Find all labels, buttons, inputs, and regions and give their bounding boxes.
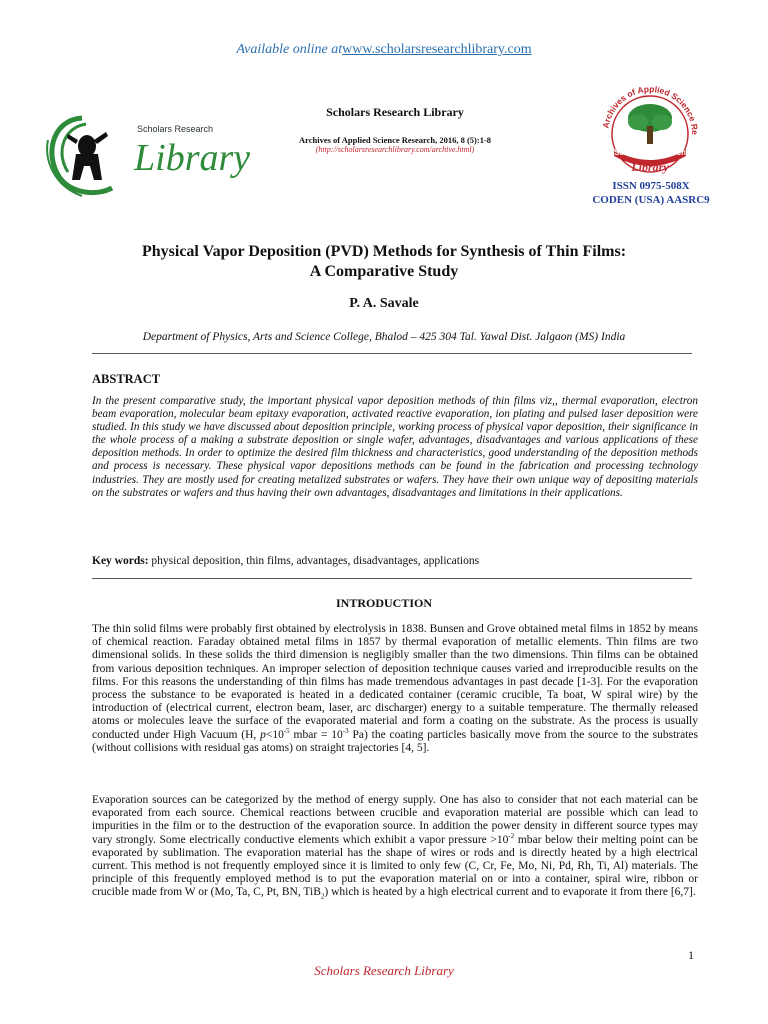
logo-script-text: Library [134,137,251,179]
p1-text-a: The thin solid films were probably first obtained by electrolysis in 1838. Bunsen and Grove obtained metal films in 1852 by means of chemical reaction. Faraday obtained metal films in 1857 by thermal evaporation of metallic elements. Thin films are two dimensional solids. In these solids the third dimension is negligibly smaller than the two dimensions. Thin films can be obtained from various deposition techniques. An improper selection of deposition technique causes varied and irreproducible results on the films. For this reasons the understanding of thin films has made tremendous advantages in past decade [1-3]. For the evaporation process the substance to be evaporated is heated in a dedicated container (ceramic crucible, Ta boat, W spiral wire) by the introduction of (electrical current, electron beam, laser, arc discharger) energy to a suitable temperature. The thermally released atoms or molecules leave the surface of the evaporated material and form a coating on the substrate. As the process is usually conducted under High Vacuum (H, [92,623,698,741]
divider-bottom [92,578,692,579]
coden: CODEN (USA) AASRC9 [592,194,710,206]
seal-ring-text: Archives of Applied Science Re [600,83,701,136]
keywords-label: Key words: [92,555,149,567]
scholars-research-library-logo [42,110,262,200]
article-title [60,242,708,282]
p2-text-c: ) which is heated by a high electrical current and to evaporate it from there [6,7]. [324,886,696,899]
library-name: Scholars Research Library [326,105,464,119]
seal-script-text: Library [631,160,669,174]
intro-paragraph-2 [92,794,698,900]
archive-link[interactable]: (http://scholarsresearchlibrary.com/archive.html) [315,145,475,154]
divider-top [92,353,692,354]
p2-exponent: -2 [508,831,515,840]
intro-paragraph-1 [92,623,698,755]
title-line-1: Physical Vapor Deposition (PVD) Methods for Synthesis of Thin Films: [141,243,627,260]
website-link[interactable]: www.scholarsresearchlibrary.com [342,42,532,57]
p1-exponent-1: -5 [283,726,290,735]
issn: ISSN 0975-508X [612,180,690,192]
available-prefix: Available online at [236,42,343,57]
p1-text-d: Pa) the coating particles basically move from the source to the substrates (without collisions with residual gas atoms) on straight trajectories [4, 5]. [92,728,698,754]
archives-applied-science-seal [594,78,706,184]
p1-exponent-2: -3 [342,726,349,735]
affiliation: Department of Physics, Arts and Science College, Bhalod – 425 304 Tal. Yawal Dist. Jalgaon (MS) India [142,331,626,343]
keywords-text: physical deposition, thin films, advantages, disadvantages, applications [148,555,480,567]
page-number: 1 [688,948,694,962]
introduction-heading: INTRODUCTION [335,596,432,610]
seal-bottom-text: Scholars Research [613,148,687,157]
p2-text-b: mbar below their melting point can be evaporated by sublimation. The evaporation material has the shape of wires or rods and is directly heated by a high electrical current. This method is not frequently employed since it is limited to only few (C, Cr, Fe, Mo, Ni, Pd, Rh, Ti, Al) materials. The principle of this frequently employed method is to put the evaporation material on or into a container, spiral wire, ribbon or crucible made from W or (Mo, Ta, C, Pt, BN, TiB [92,833,698,899]
p1-text-b: <10 [265,728,284,741]
abstract-heading: ABSTRACT [92,372,161,386]
abstract-text: In the present comparative study, the important physical vapor deposition methods of thin films viz,, thermal evaporation, electron beam evaporation, molecular beam epitaxy evaporation, activated reactive evaporation, ion plating and pulsed laser deposition were studied. In this study we have discussed about deposition principle, working process of physical vapor deposition, their significance in the whole process of a making a substrate deposition or single wafer, advantages, disadvantages and various applications of these deposition methods. In order to optimize the desired film thickness and characteristics, good understanding of the deposition methods and process is necessary. These physical vapor depositions methods can be found in the fabrication and processing technology industries. They are mostly used for creating metalized substrates or wafers. They have their own unique way of depositing materials on the substrates or wafers and thus having their own advantages, disadvantages and limitations in their applications. [92,395,698,499]
p1-text-c: mbar = 10 [289,728,343,741]
logo-small-text: Scholars Research [137,124,214,134]
title-line-2: A Comparative Study [309,263,459,280]
availability-line [0,42,768,58]
keywords [92,555,698,567]
journal-citation: Archives of Applied Science Research, 2016, 8 (5):1-8 [298,135,492,145]
p1-pressure-symbol: p [260,728,266,741]
p2-text-a: Evaporation sources can be categorized by the method of energy supply. One has also to consider that not each material can be evaporated from each source. Chemical reactions between crucible and evaporation material are possible which can lead to impurities in the film or to the destruction of the evaporation source. In addition the power density in different source types may vary strongly. Some electrically conductive elements which exhibit a vapor pressure >10 [92,794,698,846]
author: P. A. Savale [349,296,419,311]
p2-subscript: 2 [320,892,325,901]
footer-publisher: Scholars Research Library [314,963,454,978]
